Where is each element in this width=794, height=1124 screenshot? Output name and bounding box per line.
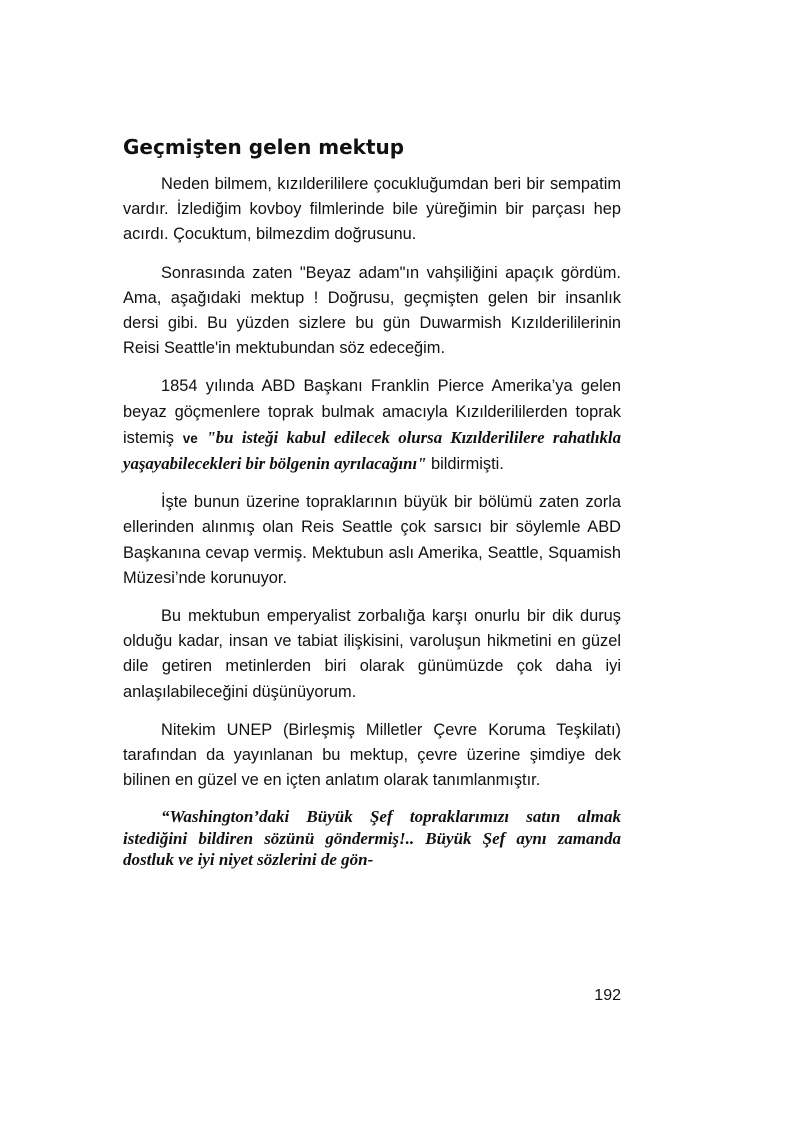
paragraph-1: Neden bilmem, kızılderililere çocukluğumdan beri bir sempatim vardır. İzlediğim kovboy filmlerinde bile yüreğimin bir parçası hep acırdı. Çocuktum, bilmezdim doğrusunu. (123, 175, 621, 244)
page-number: 192 (594, 987, 621, 1004)
paragraph-6: Nitekim UNEP (Birleşmiş Milletler Çevre Koruma Teşkilatı) tarafından da yayınlanan bu mektup, çevre üzerine şimdiye dek bilinen en güzel ve en içten anlatım olarak tanımlanmıştır. (123, 720, 621, 790)
page-body (123, 134, 621, 871)
paragraph-4: İşte bunun üzerine topraklarının büyük bir bölümü zaten zorla ellerinden alınmış olan Reis Seattle çok sarsıcı bir söylemle ABD Başkanına cevap vermiş. Mektubun aslı Amerika, Seattle, Squamish Müzesi’nde korunuyor. (123, 493, 621, 587)
paragraph-3-quote: "bu isteği kabul edilecek olursa Kızılderililere rahatlıkla yaşayabilecekleri bir bölgenin ayrılacağını" (123, 427, 621, 474)
paragraph-3 (123, 374, 621, 477)
paragraph-3-end: bildirmişti. (431, 455, 504, 474)
letter-quote: “Washington’daki Büyük Şef topraklarımızı satın almak istediğini bildiren sözünü göndermiş!.. Büyük Şef aynı zamanda dostluk ve iyi niyet sözlerini de gön- (123, 807, 621, 870)
page-title: Geçmişten gelen mektup (123, 135, 405, 159)
paragraph-2: Sonrasında zaten "Beyaz adam"ın vahşiliğini apaçık gördüm. Ama, aşağıdaki mektup ! Doğrusu, geçmişten gelen bir insanlık dersi gibi. Bu yüzden sizlere bu gün Duwarmish Kızılderililerinin Reisi Seattle'in mektubundan söz edeceğim. (123, 263, 621, 358)
paragraph-3-start: 1854 yılında ABD Başkanı Franklin Pierce Amerika’ya gelen beyaz göçmenlere toprak bulmak amacıyla Kızılderililerden toprak istemiş (123, 377, 621, 447)
paragraph-5: Bu mektubun emperyalist zorbalığa karşı onurlu bir dik duruş olduğu kadar, insan ve tabiat ilişkisini, varoluşun hikmetini en güzel dile getiren metinlerden biri olarak günümüzde çok daha iyi anlaşılabileceğini düşünüyorum. (123, 607, 621, 701)
paragraph-3-conjunction: ve (182, 430, 198, 446)
